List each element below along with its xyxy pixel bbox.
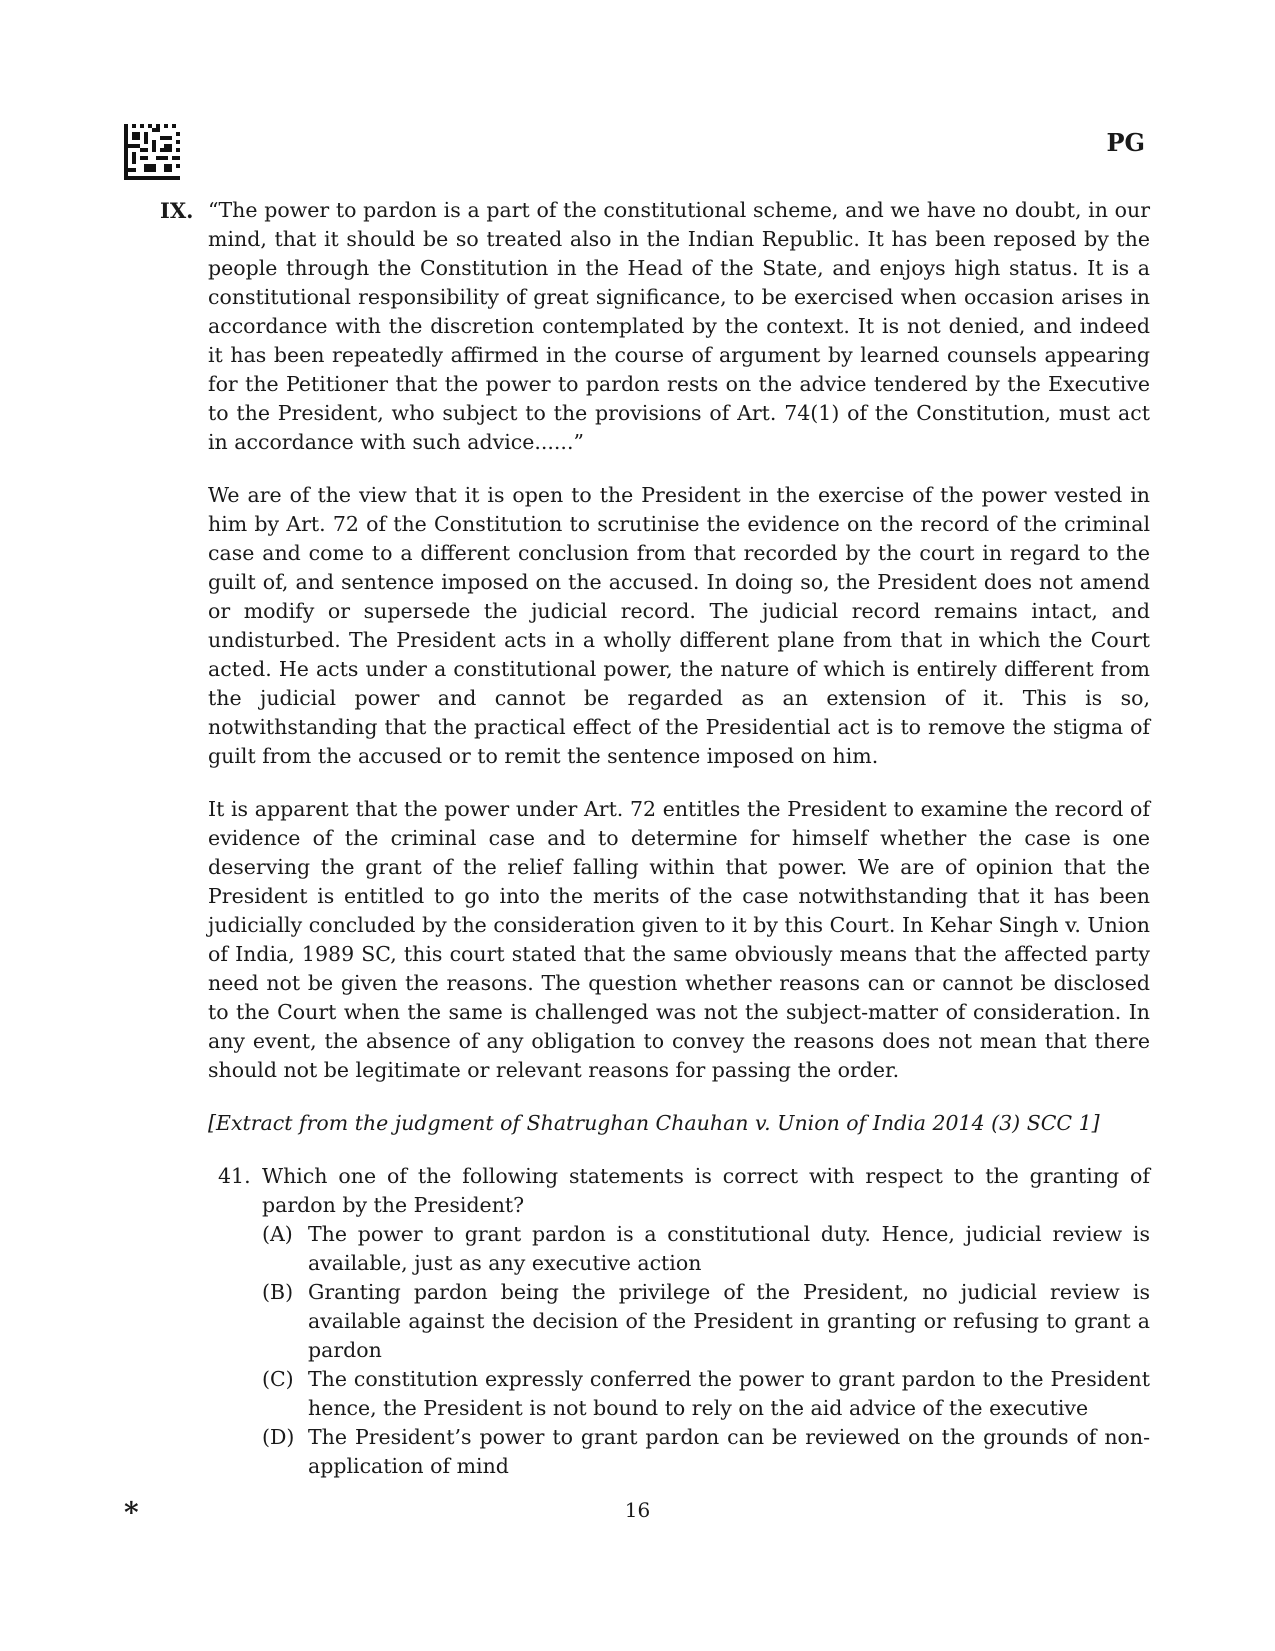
passage-paragraph: “The power to pardon is a part of the constitutional scheme, and we have no doubt, in our mind, that it should be so treated also in the Indian Republic. It has been reposed by the people through the Constitution in the Head of the State, and enjoys high status. It is a constitutional responsibility of great significance, to be exercised when occasion arises in accordance with the discretion contemplated by the context. It is not denied, and indeed it has been repeatedly affirmed in the course of argument by learned counsels appearing for the Petitioner that the power to pardon rests on the advice tendered by the Executive to the President, who subject to the provisions of Art. 74(1) of the Constitution, must act in accordance with such advice......”: [208, 198, 1150, 454]
passage-number: IX.: [160, 198, 194, 223]
option-text: The President’s power to grant pardon can be reviewed on the grounds of non-application of mind: [308, 1425, 1150, 1478]
passage-body: [208, 196, 1150, 1481]
passage-citation: [Extract from the judgment of Shatrughan Chauhan v. Union of India 2014 (3) SCC 1]: [208, 1111, 1100, 1135]
passage-paragraph: We are of the view that it is open to the President in the exercise of the power vested in him by Art. 72 of the Constitution to scrutinise the evidence on the record of the criminal case and come to a different conclusion from that recorded by the court in regard to the guilt of, and sentence imposed on the accused. In doing so, the President does not amend or modify or supersede the judicial record. The judicial record remains intact, and undisturbed. The President acts in a wholly different plane from that in which the Court acted. He acts under a constitutional power, the nature of which is entirely different from the judicial power and cannot be regarded as an extension of it. This is so, notwithstanding that the practical effect of the Presidential act is to remove the stigma of guilt from the accused or to remit the sentence imposed on him.: [208, 483, 1150, 768]
passage-paragraph: It is apparent that the power under Art. 72 entitles the President to examine the record of evidence of the criminal case and to determine for himself whether the case is one deserving the grant of the relief falling within that power. We are of opinion that the President is entitled to go into the merits of the case notwithstanding that it has been judicially concluded by the consideration given to it by this Court. In Kehar Singh v. Union of India, 1989 SC, this court stated that the same obviously means that the affected party need not be given the reasons. The question whether reasons can or cannot be disclosed to the Court when the same is challenged was not the subject-matter of consideration. In any event, the absence of any obligation to convey the reasons does not mean that there should not be legitimate or relevant reasons for passing the order.: [208, 797, 1150, 1082]
option-text: Granting pardon being the privilege of the President, no judicial review is available against the decision of the President in granting or refusing to grant a pardon: [308, 1280, 1150, 1362]
option-label: (D): [262, 1425, 295, 1449]
option-label: (B): [262, 1280, 294, 1304]
option-text: The constitution expressly conferred the power to grant pardon to the President hence, the President is not bound to rely on the aid advice of the executive: [308, 1367, 1150, 1420]
question-options: [262, 1220, 1150, 1481]
paper-code: PG: [1106, 128, 1145, 157]
option-label: (A): [262, 1222, 293, 1246]
option-label: (C): [262, 1367, 294, 1391]
option-text: The power to grant pardon is a constitutional duty. Hence, judicial review is available, just as any executive action: [308, 1222, 1150, 1275]
question-number: 41.: [218, 1164, 251, 1188]
passage: [160, 196, 1150, 1481]
star-mark: *: [124, 1496, 139, 1529]
option-a: [262, 1220, 1150, 1278]
option-c: [262, 1365, 1150, 1423]
question-41: [218, 1162, 1150, 1481]
page-number: 16: [624, 1498, 651, 1522]
option-d: [262, 1423, 1150, 1481]
question-text: Which one of the following statements is correct with respect to the granting of pardon by the President?: [262, 1164, 1150, 1217]
option-b: [262, 1278, 1150, 1365]
datamatrix-barcode-icon: [124, 124, 180, 180]
